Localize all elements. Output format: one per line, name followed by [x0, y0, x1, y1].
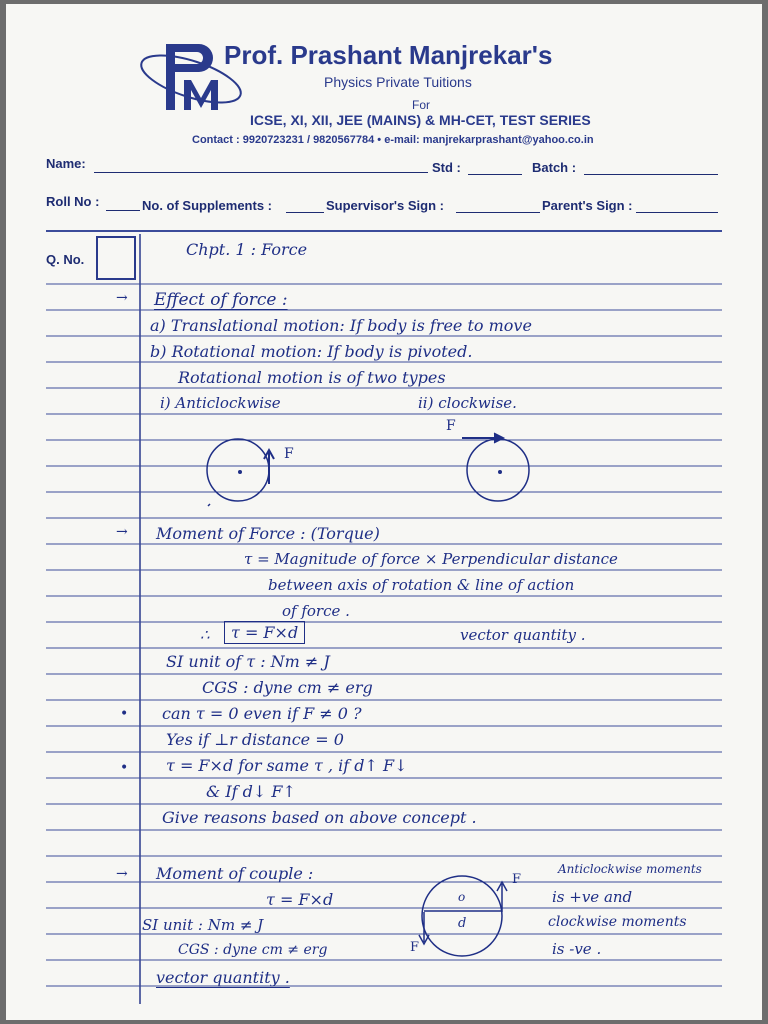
- arrow-2: →: [116, 524, 128, 540]
- vector-quantity-1: vector quantity .: [460, 626, 586, 644]
- if-d-line: & If d↓ F↑: [206, 782, 296, 801]
- side-note-1: Anticlockwise moments: [558, 862, 702, 876]
- line-anticlockwise: i) Anticlockwise: [160, 394, 281, 412]
- supplements-label: No. of Supplements :: [142, 198, 272, 213]
- couple-torque: τ = F×d: [266, 890, 334, 909]
- std-label: Std :: [432, 160, 461, 175]
- line-a: a) Translational motion: If body is free to move: [150, 316, 532, 335]
- torque-formula-box: τ = F×d: [224, 621, 305, 644]
- line-b: b) Rotational motion: If body is pivoted.: [150, 342, 473, 361]
- tau-def-3: of force .: [282, 602, 350, 620]
- give-reasons: Give reasons based on above concept .: [162, 808, 477, 827]
- header-for: For: [412, 98, 430, 112]
- couple-force-bottom: F: [410, 940, 420, 955]
- header-title: Prof. Prashant Manjrekar's: [224, 40, 553, 70]
- effect-heading: Effect of force :: [154, 290, 288, 310]
- side-note-3: clockwise moments: [548, 914, 687, 930]
- arrow-3: →: [116, 866, 128, 882]
- couple-si-unit: SI unit : Nm ≠ J: [142, 916, 264, 934]
- tau-def-2: between axis of rotation & line of action: [268, 576, 575, 594]
- side-note-4: is -ve .: [552, 940, 602, 958]
- diagram-force-1: F: [284, 446, 294, 462]
- bullet-2: •: [120, 760, 129, 776]
- chapter-title: Chpt. 1 : Force: [186, 240, 308, 259]
- qno-label: Q. No.: [46, 252, 85, 267]
- bullet-1: •: [120, 706, 129, 722]
- couple-distance: d: [458, 916, 467, 931]
- header-contact: Contact : 9920723231 / 9820567784 • e-mail: manjrekarprashant@yahoo.co.in: [192, 134, 594, 146]
- side-note-2: is +ve and: [552, 888, 633, 906]
- couple-force-top: F: [512, 872, 522, 887]
- arrow-1: →: [116, 290, 128, 306]
- line-clockwise: ii) clockwise.: [418, 394, 517, 412]
- tau-fxd-line: τ = F×d for same τ , if d↑ F↓: [166, 756, 408, 775]
- si-unit: SI unit of τ : Nm ≠ J: [166, 652, 330, 671]
- supervisor-label: Supervisor's Sign :: [326, 198, 444, 213]
- name-label: Name:: [46, 156, 86, 171]
- parent-label: Parent's Sign :: [542, 198, 633, 213]
- diagram-force-2: F: [446, 418, 456, 434]
- question-can: can τ = 0 even if F ≠ 0 ?: [162, 704, 362, 723]
- yes-line: Yes if ⊥r distance = 0: [166, 730, 344, 749]
- tau-def-1: τ = Magnitude of force × Perpendicular distance: [244, 550, 618, 568]
- answer-sheet: [6, 4, 762, 1020]
- therefore-symbol: ∴: [200, 626, 210, 644]
- cgs-unit: CGS : dyne cm ≠ erg: [202, 678, 373, 697]
- couple-origin: o: [458, 890, 466, 904]
- couple-vector: vector quantity .: [156, 968, 290, 987]
- header-subtitle: Physics Private Tuitions: [324, 74, 472, 90]
- couple-heading: Moment of couple :: [156, 864, 314, 883]
- couple-cgs-unit: CGS : dyne cm ≠ erg: [178, 942, 328, 958]
- line-types: Rotational motion is of two types: [178, 368, 446, 387]
- moment-heading: Moment of Force : (Torque): [156, 524, 380, 543]
- roll-label: Roll No :: [46, 194, 100, 209]
- batch-label: Batch :: [532, 160, 577, 175]
- header-courses: ICSE, XI, XII, JEE (MAINS) & MH-CET, TEST SERIES: [250, 112, 591, 128]
